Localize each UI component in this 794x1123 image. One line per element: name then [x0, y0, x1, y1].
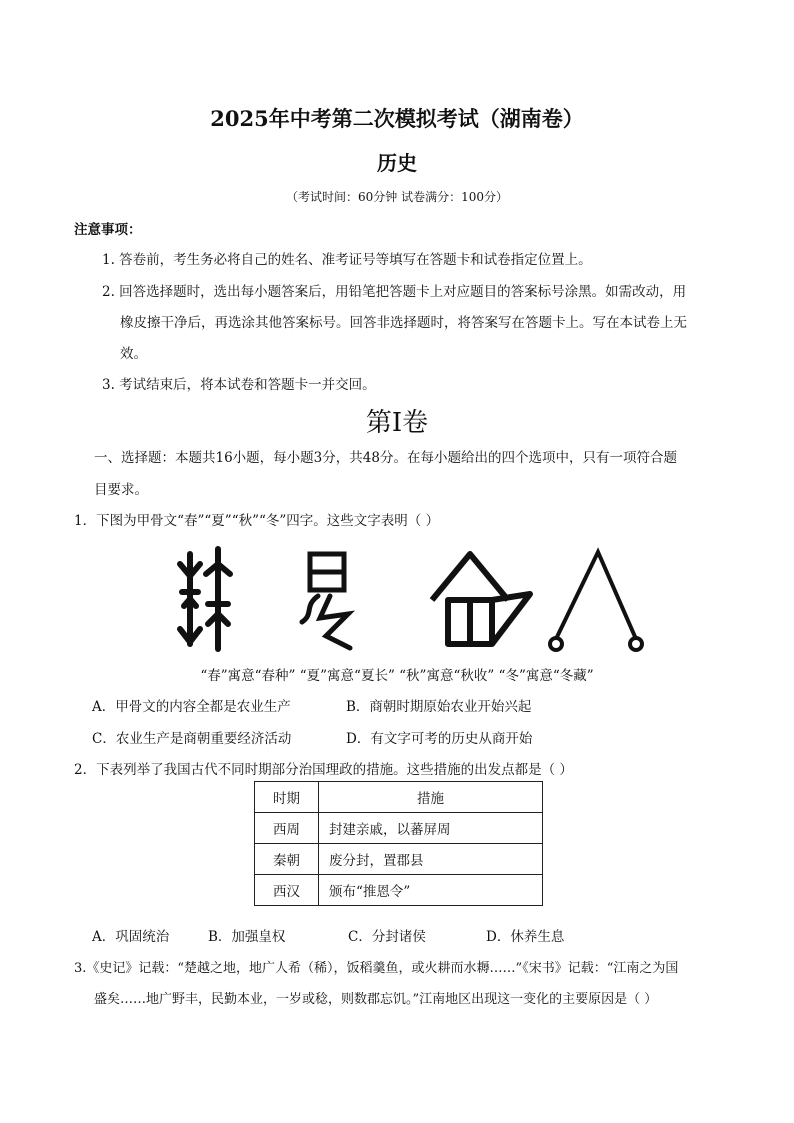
notice-heading: 注意事项： [74, 222, 142, 238]
oracle-dong-glyph [550, 552, 642, 650]
table-cell-period: 西汉 [255, 875, 319, 906]
q2-option-b[interactable]: B．加强皇权 [208, 929, 286, 945]
q1-image-caption: “春”寓意“春种” “夏”寓意“夏长” “秋”寓意“秋收” “冬”寓意“冬藏” [200, 668, 594, 684]
table-cell-measure: 封建亲戚，以蕃屏周 [319, 813, 543, 844]
oracle-bone-characters-image [170, 544, 650, 660]
q3-stem-line-1: 3.《史记》记载：“楚越之地，地广人希（稀），饭稻羹鱼，或火耕而水耨……”《宋书》记载：“江南之为国 [74, 961, 679, 976]
q2-option-a[interactable]: A．巩固统治 [92, 929, 170, 945]
table-cell-period: 西周 [255, 813, 319, 844]
exam-title: 2025年中考第二次模拟考试（湖南卷） [210, 106, 584, 131]
notice-line-3: 3. 考试结束后，将本试卷和答题卡一并交回。 [102, 377, 376, 393]
section-title: 第Ⅰ卷 [365, 408, 429, 438]
table-cell-measure: 废分封，置郡县 [319, 844, 543, 875]
table-row [255, 813, 543, 844]
table-header-row [255, 782, 543, 813]
table-cell-measure: 颁布“推恩令” [319, 875, 543, 906]
q2-option-c[interactable]: C．分封诸侯 [348, 929, 426, 945]
q1-option-a[interactable]: A．甲骨文的内容全都是农业生产 [92, 699, 291, 715]
notice-line-2-cont: 橡皮擦干净后，再选涂其他答案标号。回答非选择题时，将答案写在答题卡上。写在本试卷上无 [120, 315, 687, 331]
q1-option-b[interactable]: B．商朝时期原始农业开始兴起 [346, 699, 532, 715]
table-header-measure: 措施 [319, 782, 543, 813]
table-row [255, 875, 543, 906]
exam-info: （考试时间：60分钟 试卷满分：100分） [286, 190, 508, 204]
table-cell-period: 秦朝 [255, 844, 319, 875]
subject-title: 历史 [377, 151, 417, 175]
q2-measures-table [254, 781, 543, 906]
oracle-xia-glyph [302, 554, 350, 648]
q2-option-d[interactable]: D．休养生息 [486, 929, 565, 945]
section-instructions-2: 目要求。 [94, 482, 148, 498]
q2-stem: 2．下表列举了我国古代不同时期部分治国理政的措施。这些措施的出发点都是（ ） [74, 762, 573, 778]
table-header-period: 时期 [255, 782, 319, 813]
q1-option-d[interactable]: D．有文字可考的历史从商开始 [346, 731, 533, 747]
notice-line-2: 2. 回答选择题时，选出每小题答案后，用铅笔把答题卡上对应题目的答案标号涂黑。如需改动，用 [102, 284, 687, 300]
section-instructions-1: 一、选择题：本题共16小题，每小题3分，共48分。在每小题给出的四个选项中，只有一项符合题 [94, 450, 677, 466]
oracle-qiu-glyph [432, 554, 530, 644]
notice-line-1: 1. 答卷前，考生务必将自己的姓名、准考证号等填写在答题卡和试卷指定位置上。 [102, 252, 592, 268]
q1-stem: 1．下图为甲骨文“春”“夏”“秋”“冬”四字。这些文字表明（ ） [74, 513, 440, 529]
notice-line-2-end: 效。 [120, 346, 147, 362]
q3-stem-line-2: 盛矣……地广野丰，民勤本业，一岁或稔，则数郡忘饥。”江南地区出现这一变化的主要原因是（ ） [94, 992, 658, 1007]
oracle-chun-glyph [180, 549, 230, 649]
table-row [255, 844, 543, 875]
q1-option-c[interactable]: C．农业生产是商朝重要经济活动 [92, 731, 292, 747]
